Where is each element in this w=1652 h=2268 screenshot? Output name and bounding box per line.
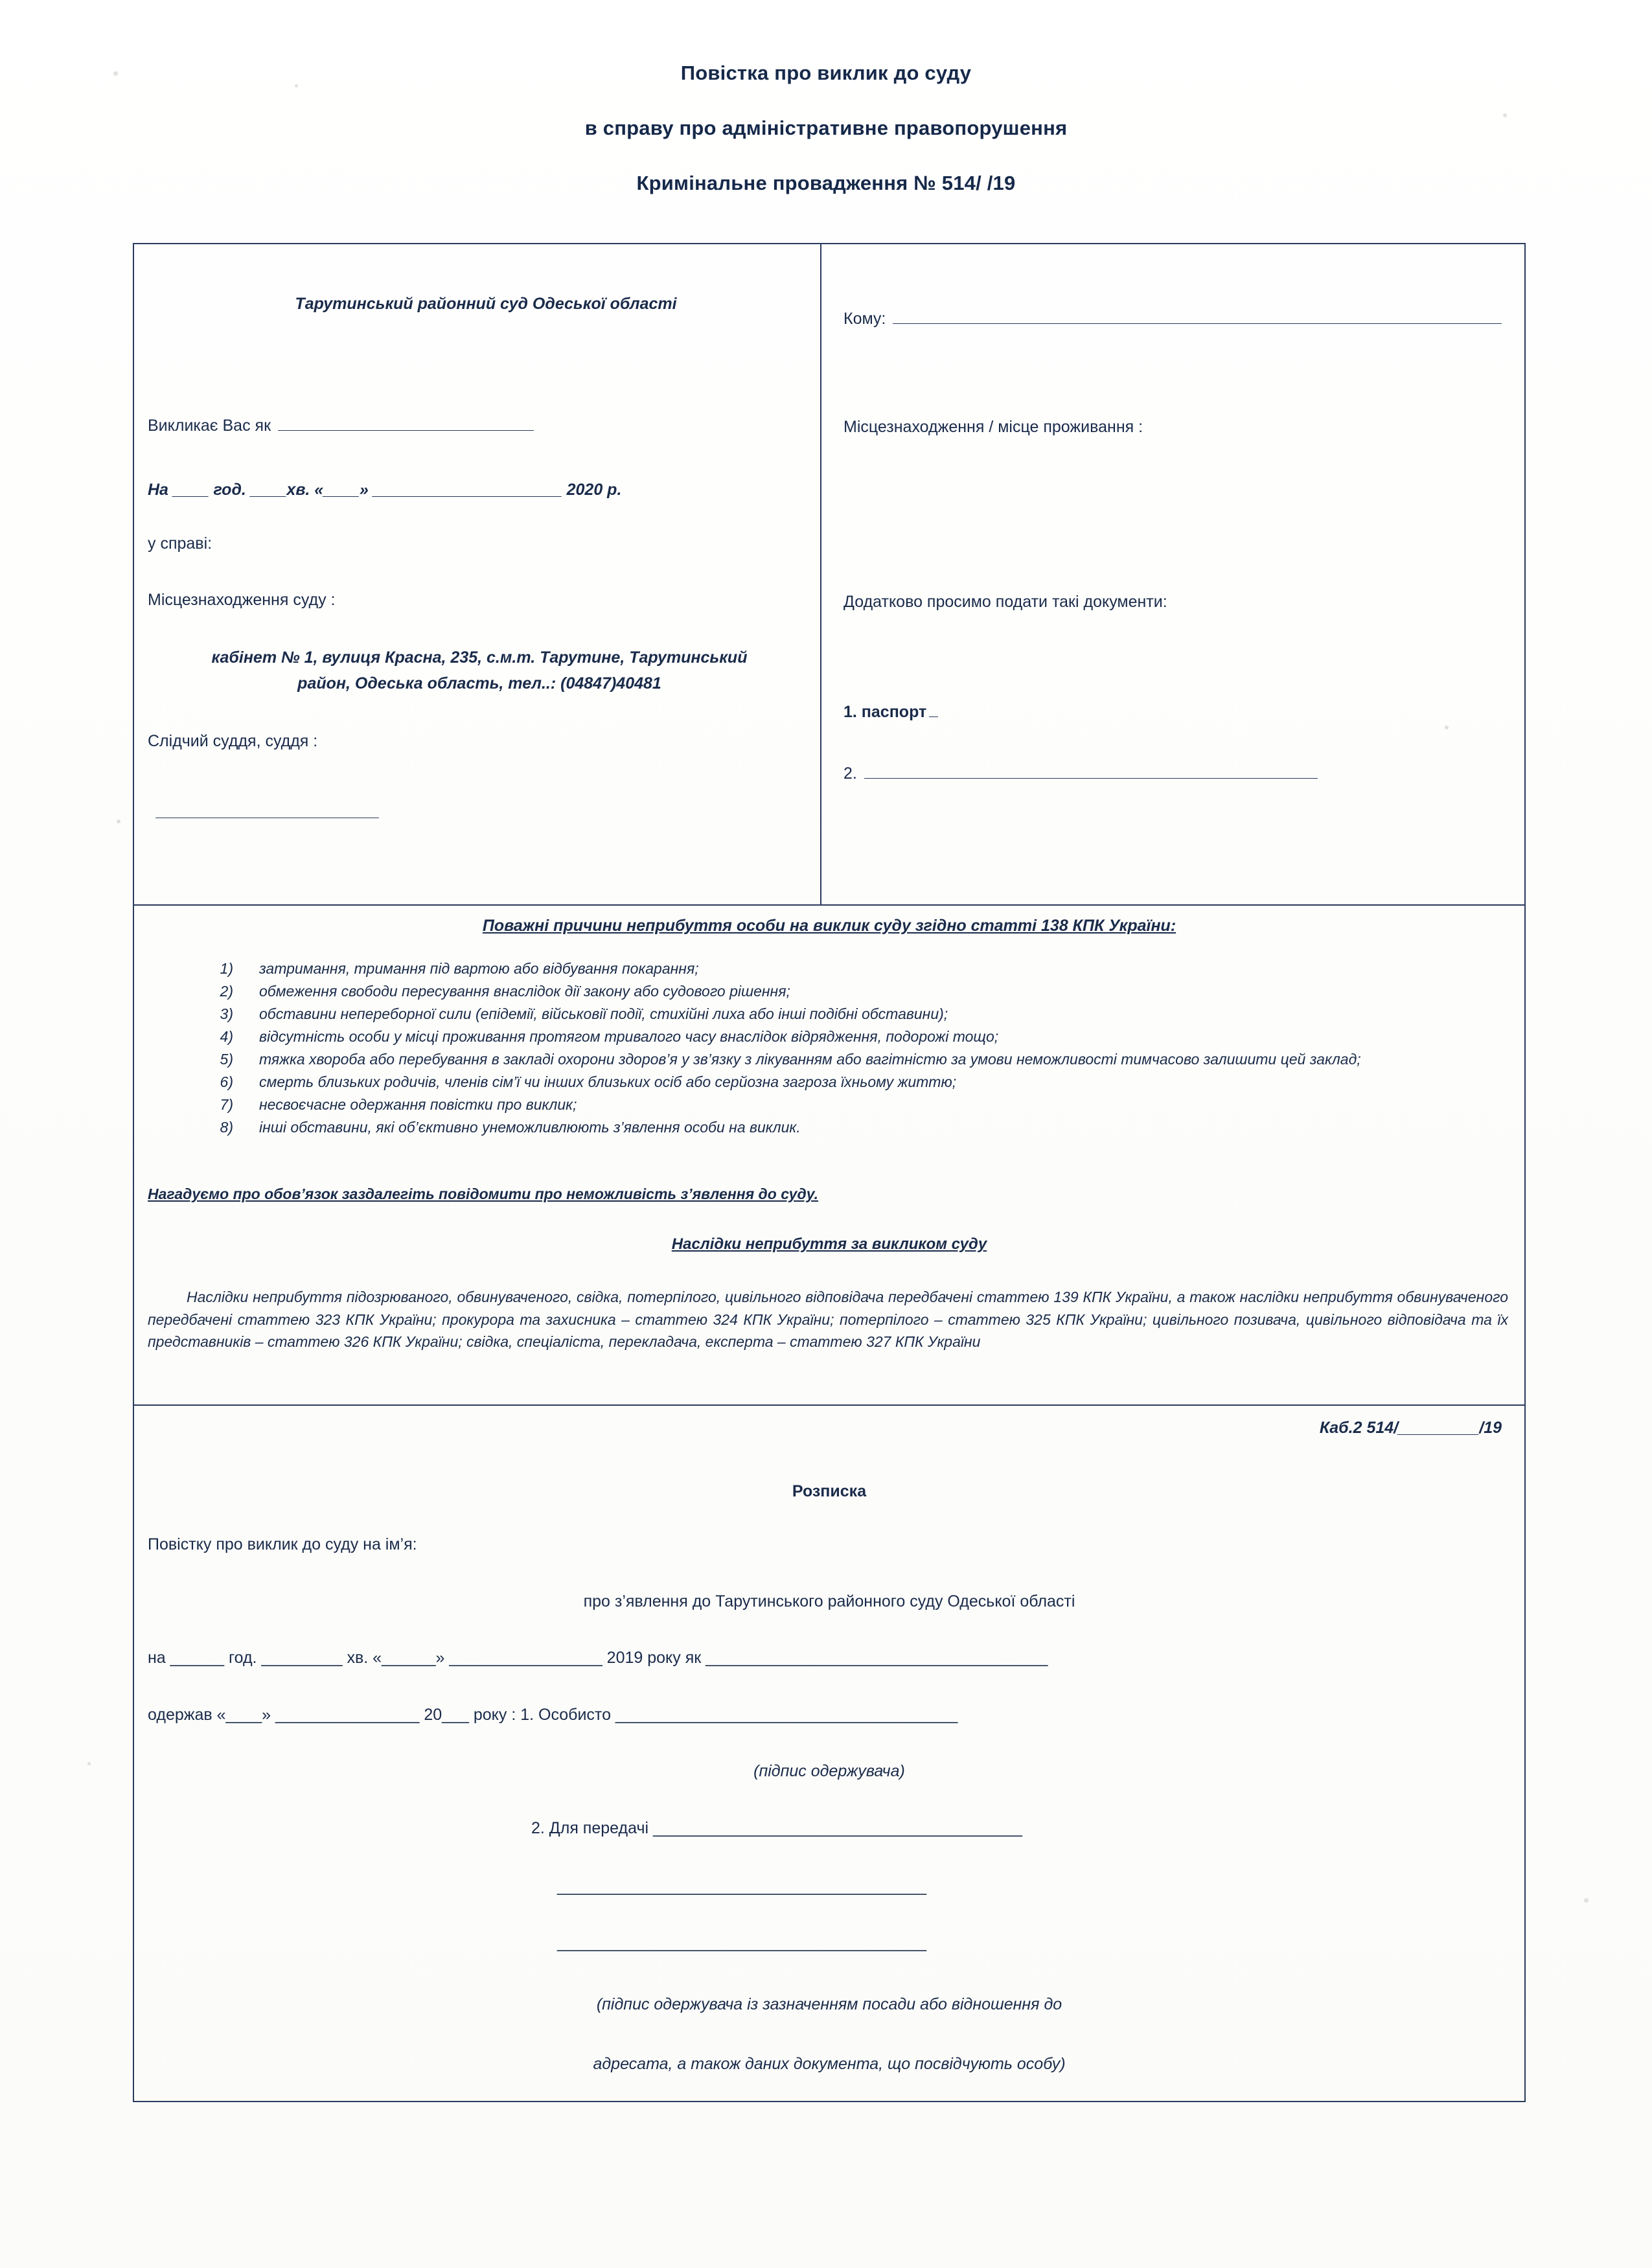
receipt-caption-line-1: (підпис одержувача із зазначенням посади або відношення до [596, 1995, 1062, 2013]
reason-number: 3) [220, 1005, 233, 1023]
calls-you-as-row [148, 417, 536, 435]
page-subtitle: в справу про адміністративне правопорушення [584, 117, 1068, 139]
scan-speck [87, 1762, 91, 1765]
scan-speck [117, 819, 120, 823]
receipt-line-1: Повістку про виклик до суду на ім’я: [148, 1535, 417, 1553]
list-item [194, 1003, 1477, 1025]
page-title: Повістка про виклик до суду [680, 62, 972, 84]
reasons-list [194, 957, 1477, 1139]
reason-number: 6) [220, 1073, 233, 1091]
reason-text: інші обставини, які об’єктивно унеможливлюють з’явлення особи на виклик. [259, 1119, 801, 1136]
reason-text: затримання, тримання під вартою або відбування покарання; [259, 960, 699, 977]
reason-text: смерть близьких родичів, членів сім’ї чи інших близьких осіб або серйозна загроза їхньому життю; [259, 1073, 957, 1091]
receipt-line-7[interactable]: _________________________________________ [557, 1877, 927, 1896]
reason-number: 1) [220, 960, 233, 977]
reminder-note: Нагадуємо про обов’язок заздалегіть повідомити про неможливість з’явлення до суду. [148, 1186, 818, 1202]
in-case-label: у справі: [148, 534, 212, 553]
list-item [194, 1025, 1477, 1048]
list-item [194, 957, 1477, 979]
reason-number: 4) [220, 1028, 233, 1046]
consequences-body: Наслідки неприбуття підозрюваного, обвинуваченого, свідка, потерпілого, цивільного відповідача передбачені статтею 139 КПК України, а також наслідки неприбуття обвинуваченого передбачені статтею 323 КПК України; прокурора та захисника – статтею 324 КПК України; потерпілого – статтею 325 КПК України; цивільного позивача, цивільного відповідача та їх представників – статтею 326 КПК України; свідка, спеціаліста, перекладача, експерта – статтею 327 КПК України [148, 1289, 1508, 1350]
datetime-row[interactable]: На ____ год. ____хв. «____» _____________________ 2020 р. [148, 481, 622, 499]
doc-item-1-underline [929, 716, 938, 717]
list-item [194, 980, 1477, 1002]
receipt-line-4[interactable]: одержав «____» ________________ 20___ року : 1. Особисто ______________________________________ [148, 1706, 958, 1724]
scan-speck [1584, 1898, 1589, 1903]
doc-item-1-text: 1. паспорт [843, 703, 927, 721]
horizontal-divider-top [134, 904, 1524, 906]
receipt-heading: Розписка [792, 1482, 867, 1500]
court-name: Тарутинський районний суд Одеської області [295, 295, 677, 313]
receipt-line-8[interactable]: _________________________________________ [557, 1934, 927, 1952]
reasons-heading-text: Поважні причини неприбуття особи на виклик суду згідно статті 138 КПК України: [482, 917, 1176, 935]
court-location-label: Місцезнаходження суду : [148, 591, 336, 609]
reason-text: обставини непереборної сили (епідемії, військовії події, стихійні лиха або інші подібні обставини); [259, 1005, 948, 1023]
receipt-caption-line-2: адресата, а також даних документа, що посвідчують особу) [593, 2055, 1066, 2073]
receipt-line-6[interactable]: 2. Для передачі _________________________________________ [531, 1819, 1023, 1837]
reason-number: 7) [220, 1096, 233, 1114]
doc-item-2 [843, 764, 1320, 783]
reason-number: 2) [220, 983, 233, 1000]
reason-text: обмеження свободи пересування внаслідок дії закону або судового рішення; [259, 983, 790, 1000]
reason-text: відсутність особи у місці проживання протягом тривалого часу внаслідок відрядження, подорожі тощо; [259, 1028, 999, 1046]
reasons-heading [134, 917, 1524, 935]
vertical-divider [820, 244, 821, 906]
reason-number: 8) [220, 1119, 233, 1136]
reason-text: тяжка хвороба або перебування в закладі охорони здоров’я у зв’язку з лікуванням або вагітністю за умови неможливості тимчасово залишити цей заклад; [259, 1051, 1361, 1068]
cabinet-reference: Каб.2 514/_________/19 [1319, 1419, 1502, 1437]
doc-item-2-blank[interactable] [864, 777, 1318, 779]
court-address-line-1: кабінет № 1, вулиця Красна, 235, с.м.т. Тарутине, Тарутинський [211, 648, 748, 667]
doc-item-2-text: 2. [843, 764, 857, 783]
addressee-blank[interactable] [893, 323, 1502, 324]
receipt-line-2: про з’явлення до Тарутинського районного суду Одеської області [583, 1592, 1075, 1610]
court-address [159, 645, 800, 696]
receipt-signature-caption: (підпис одержувача) [753, 1762, 905, 1780]
judge-label: Слідчий суддя, суддя : [148, 732, 318, 750]
consequences-heading [134, 1235, 1524, 1254]
receipt-line-3[interactable]: на ______ год. _________ хв. «______» _________________ 2019 року як ______________________________________ [148, 1649, 1048, 1667]
list-item [194, 1071, 1477, 1093]
calls-you-as-label: Викликає Вас як [148, 417, 271, 435]
consequences-heading-text: Наслідки неприбуття за викликом суду [671, 1235, 987, 1253]
reason-number: 5) [220, 1051, 233, 1068]
court-address-line-2: район, Одеська область, тел..: (04847)40481 [297, 674, 661, 693]
addressee-row [843, 310, 1504, 328]
calls-you-as-blank[interactable] [278, 430, 534, 431]
additional-docs-label: Додатково просимо подати такі документи: [843, 593, 1167, 611]
case-number-title: Кримінальне провадження № 514/ /19 [636, 172, 1016, 194]
list-item [194, 1116, 1477, 1138]
list-item [194, 1094, 1477, 1116]
document-titles [0, 62, 1652, 195]
list-item [194, 1048, 1477, 1070]
horizontal-divider-bottom [134, 1404, 1524, 1406]
reason-text: несвоєчасне одержання повістки про виклик; [259, 1096, 577, 1114]
addressee-address-label: Місцезнаходження / місце проживання : [843, 418, 1143, 436]
addressee-label: Кому: [843, 310, 886, 328]
doc-item-1 [843, 703, 941, 722]
